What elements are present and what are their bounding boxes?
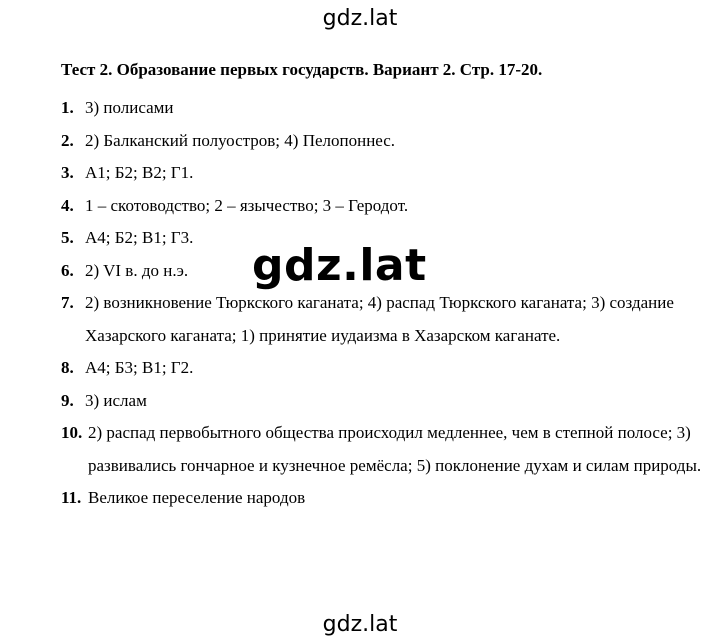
answer-text: 1 – скотоводство; 2 – язычество; 3 – Геродот. [85, 195, 409, 215]
answer-item [61, 92, 711, 125]
answer-number: 7. [61, 293, 74, 312]
answer-item [61, 125, 711, 158]
answer-item [61, 352, 711, 385]
answer-number: 9. [61, 390, 74, 410]
answer-number: 2. [61, 130, 74, 150]
answer-text: Великое переселение народов [88, 488, 306, 507]
answer-text: 3) полисами [85, 98, 174, 117]
answer-text: А1; Б2; В2; Г1. [85, 163, 194, 182]
answer-number: 6. [61, 260, 74, 280]
answer-text: 2) распад первобытного общества происходил медленнее, чем в степной полосе; 3) развивались гончарное и кузнечное ремёсла; 5) поклонение духам и силам природы. [88, 423, 702, 475]
answer-item [61, 385, 711, 418]
answer-item [61, 417, 711, 482]
answer-item [61, 287, 711, 352]
answer-text: 3) ислам [85, 390, 147, 410]
answer-number: 5. [61, 228, 74, 247]
answer-number: 10. [61, 423, 83, 442]
answer-number: 3. [61, 163, 74, 182]
answer-number: 1. [61, 98, 74, 117]
document-title: Тест 2. Образование первых государств. Вариант 2. Стр. 17-20. [61, 60, 543, 79]
answer-item [61, 157, 711, 190]
site-footer-label: gdz.lat [322, 612, 398, 637]
answer-item [61, 190, 711, 223]
answer-text: 2) VI в. до н.э. [85, 260, 189, 280]
answer-number: 8. [61, 358, 74, 377]
site-header-label: gdz.lat [322, 6, 398, 31]
answer-text: 2) возникновение Тюркского каганата; 4) распад Тюркского каганата; 3) создание Хазарского каганата; 1) принятие иудаизма в Хазарском каганате. [85, 293, 674, 345]
answer-number: 4. [61, 195, 74, 215]
answer-number: 11. [61, 488, 82, 507]
answer-list [61, 92, 711, 515]
answer-text: А4; Б2; В1; Г3. [85, 228, 194, 247]
answer-item [61, 482, 711, 515]
answer-text: А4; Б3; В1; Г2. [85, 358, 194, 377]
answer-text: 2) Балканский полуостров; 4) Пелопоннес. [85, 130, 396, 150]
watermark-logo: gdz.lat [252, 240, 427, 291]
